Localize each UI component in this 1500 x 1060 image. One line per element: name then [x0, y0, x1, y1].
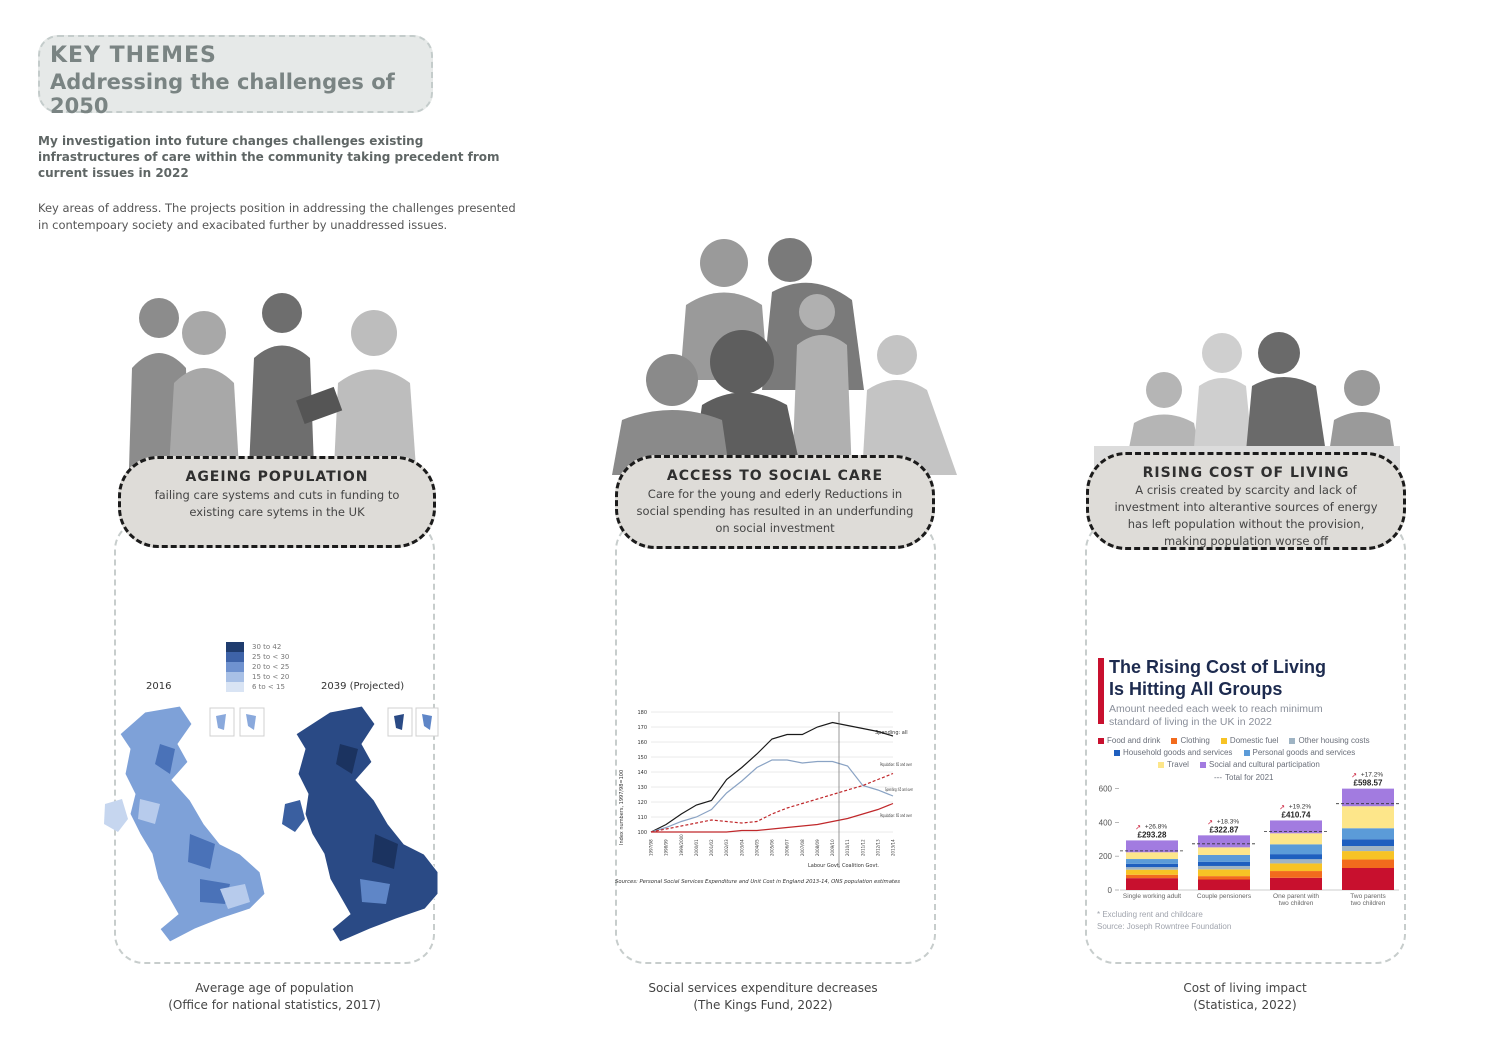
legend-social: Social and cultural participation [1200, 760, 1320, 770]
legend-travel: Travel [1158, 760, 1189, 770]
y-tick-label: 130 [637, 785, 647, 791]
col-chart-title-2: Is Hitting All Groups [1109, 679, 1283, 699]
chart-ylabel: Index numbers, 1997/98=100 [619, 769, 625, 845]
page-subtitle: Addressing the challenges of 2050 [50, 70, 395, 118]
social-care-body: Care for the young and ederly Reductions in social spending has resulted in an underfunding on social investment [636, 487, 914, 535]
cost-of-living-pill [1086, 452, 1406, 550]
legend-housing: Other housing costs [1289, 736, 1369, 746]
x-tick-label: 2004/05 [754, 839, 760, 856]
col-footnote: * Excluding rent and childcare [1097, 910, 1203, 919]
legend-item: 6 to < 15 [226, 682, 316, 692]
x-tick-label: 2013/14 [890, 839, 896, 856]
bar-segment [1126, 852, 1178, 859]
y-tick-label: 0 [1107, 886, 1112, 895]
x-tick-label: 2002/03 [724, 839, 730, 856]
change-label: +17.2% [1360, 771, 1384, 779]
x-tick-label: 1997/98 [648, 839, 654, 856]
intro-text: Key areas of address. The projects position in addressing the challenges presented in contempoary society and exacibated further by unaddressed issues. [38, 201, 516, 232]
category-label: One parent with [1273, 893, 1319, 900]
ageing-body: failing care systems and cuts in funding to existing care sytems in the UK [154, 488, 400, 519]
bar-segment [1342, 806, 1394, 828]
bar-segment [1342, 851, 1394, 859]
map-legend [226, 642, 316, 692]
bar-segment [1270, 859, 1322, 863]
series-line [651, 804, 893, 833]
y-tick-label: 120 [637, 800, 647, 806]
bar-segment [1126, 870, 1178, 875]
bar-segment [1342, 860, 1394, 868]
x-tick-label: 2000/01 [693, 839, 699, 856]
series-line [651, 760, 893, 832]
col-source: Source: Joseph Rowntree Foundation [1097, 922, 1232, 931]
total-label: £410.74 [1281, 810, 1311, 820]
series-line [651, 774, 893, 833]
chart-source: Sources: Personal Social Services Expenditure and Unit Cost in England 2013-14, ONS population estimates [615, 879, 901, 885]
bar-segment [1126, 859, 1178, 864]
x-tick-label: 2001/02 [709, 839, 714, 856]
bar-segment [1270, 833, 1322, 844]
bar-segment [1342, 828, 1394, 839]
cost-of-living-caption: Cost of living impact (Statistica, 2022) [1183, 981, 1307, 1012]
bar-segment [1342, 868, 1394, 890]
label-coalition-govt: Coalition Govt. [842, 863, 880, 869]
map-label-2039: 2039 (Projected) [321, 681, 405, 692]
x-tick-label: 2010/11 [845, 839, 851, 856]
bar-segment [1270, 871, 1322, 878]
title-accent-bar [1098, 658, 1104, 724]
x-tick-label: 1999/2000 [678, 834, 684, 856]
x-tick-label: 2012/13 [875, 839, 881, 856]
label-spending-65: Spending: 65 and over [885, 788, 937, 793]
change-label: +19.2% [1288, 803, 1312, 811]
x-tick-label: 1998/99 [663, 839, 669, 856]
bar-segment [1270, 844, 1322, 854]
arrow-up-icon: ↗ [1135, 823, 1141, 832]
bar-segment [1270, 854, 1322, 859]
ageing-title: AGEING POPULATION [185, 469, 369, 485]
bar-segment [1198, 847, 1250, 855]
uk-maps [100, 704, 440, 952]
total-label: £322.87 [1209, 825, 1239, 835]
x-tick-label: 2006/07 [784, 839, 790, 856]
y-tick-label: 160 [637, 740, 647, 746]
category-label: Couple pensioners [1196, 893, 1252, 900]
bar-segment [1126, 867, 1178, 870]
social-care-caption: Social services expenditure decreases (The Kings Fund, 2022) [648, 981, 878, 1012]
legend-item: 25 to < 30 [226, 652, 316, 662]
y-tick-label: 200 [1098, 852, 1112, 862]
total-label: £293.28 [1137, 830, 1167, 840]
map-label-2016: 2016 [146, 681, 172, 692]
bar-segment [1270, 863, 1322, 871]
y-tick-label: 100 [637, 830, 647, 836]
arrow-up-icon: ↗ [1279, 803, 1285, 812]
y-tick-label: 140 [637, 770, 647, 776]
page-title: KEY THEMES [50, 43, 217, 68]
title-box [38, 35, 433, 118]
ageing-caption: Average age of population (Office for national statistics, 2017) [168, 981, 381, 1012]
bar-segment [1198, 835, 1250, 847]
bar-segment [1126, 864, 1178, 867]
legend-item: 20 to < 25 [226, 662, 316, 672]
legend-item: 15 to < 20 [226, 672, 316, 682]
uk-map-2039 [282, 706, 438, 942]
x-tick-label: 2005/06 [769, 839, 775, 856]
bar-segment [1126, 875, 1178, 878]
bar-segment [1198, 876, 1250, 879]
x-tick-label: 2011/12 [860, 839, 866, 856]
category-label: two children [1350, 900, 1386, 907]
bar-segment [1198, 869, 1250, 876]
arrow-up-icon: ↗ [1207, 818, 1213, 827]
legend-clothing: Clothing [1171, 736, 1209, 746]
y-tick-label: 400 [1098, 818, 1112, 828]
category-label: Two parents [1350, 893, 1386, 900]
total-label: £598.57 [1353, 778, 1383, 788]
x-tick-label: 2003/04 [739, 839, 745, 856]
bar-segment [1198, 862, 1250, 866]
legend-item: 30 to 42 [226, 642, 316, 652]
y-tick-label: 150 [637, 755, 647, 761]
legend-fuel: Domestic fuel [1221, 736, 1278, 746]
legend-food: Food and drink [1098, 736, 1160, 746]
category-label: two children [1278, 900, 1314, 907]
y-tick-label: 110 [637, 815, 647, 821]
y-tick-label: 170 [637, 725, 647, 731]
legend-total-2021: --- Total for 2021 [1214, 773, 1274, 782]
bar-segment [1342, 839, 1394, 846]
change-label: +26.8% [1144, 823, 1168, 831]
bar-segment [1198, 880, 1250, 890]
social-care-title: ACCESS TO SOCIAL CARE [666, 468, 884, 484]
arrow-up-icon: ↗ [1351, 771, 1357, 780]
legend-household: Household goods and services [1114, 748, 1232, 758]
cost-of-living-body: A crisis created by scarcity and lack of investment into alterantive sources of energy has left population without the provision, making population worse off [1114, 483, 1378, 548]
col-chart-title: The Rising Cost of Living [1109, 657, 1326, 677]
bar-segment [1126, 840, 1178, 852]
label-population-65-solid: Population: 65 and over [880, 814, 934, 819]
label-spending-all: Spending: all [875, 730, 908, 736]
category-label: Single working adult [1122, 893, 1182, 900]
y-tick-label: 600 [1098, 784, 1112, 794]
cost-bar-chart [1094, 762, 1404, 912]
elderly-group-photo [124, 288, 430, 468]
label-labour-govt: Labour Govt. [808, 863, 841, 869]
y-tick-label: 180 [637, 710, 647, 716]
change-label: +18.3% [1216, 818, 1240, 826]
legend-personal: Personal goods and services [1244, 748, 1356, 758]
bar-segment [1270, 878, 1322, 890]
bar-segment [1126, 878, 1178, 890]
col-chart-subtitle: Amount needed each week to reach minimum [1109, 703, 1323, 715]
bar-segment [1342, 846, 1394, 851]
col-chart-subtitle-2: standard of living in the UK in 2022 [1109, 716, 1272, 728]
cost-of-living-title: RISING COST OF LIVING [1142, 465, 1350, 481]
bar-segment [1198, 866, 1250, 869]
col-chart-title-block [1109, 656, 1399, 729]
uk-map-2016 [104, 706, 265, 942]
family-photo [612, 230, 958, 475]
x-tick-label: 2008/09 [814, 839, 820, 856]
spending-line-chart [615, 700, 937, 892]
x-tick-label: 2009/10 [830, 839, 835, 856]
social-care-pill [615, 455, 935, 549]
x-tick-label: 2007/08 [799, 839, 805, 856]
col-chart-notes [1097, 909, 1231, 933]
intro-bold: My investigation into future changes challenges existing infrastructures of care within the community taking precedent from current issues in 2022 [38, 134, 500, 180]
bar-segment [1198, 855, 1250, 862]
label-population-65-dashed: Population: 65 and over [880, 763, 934, 768]
ageing-pill [118, 456, 436, 548]
